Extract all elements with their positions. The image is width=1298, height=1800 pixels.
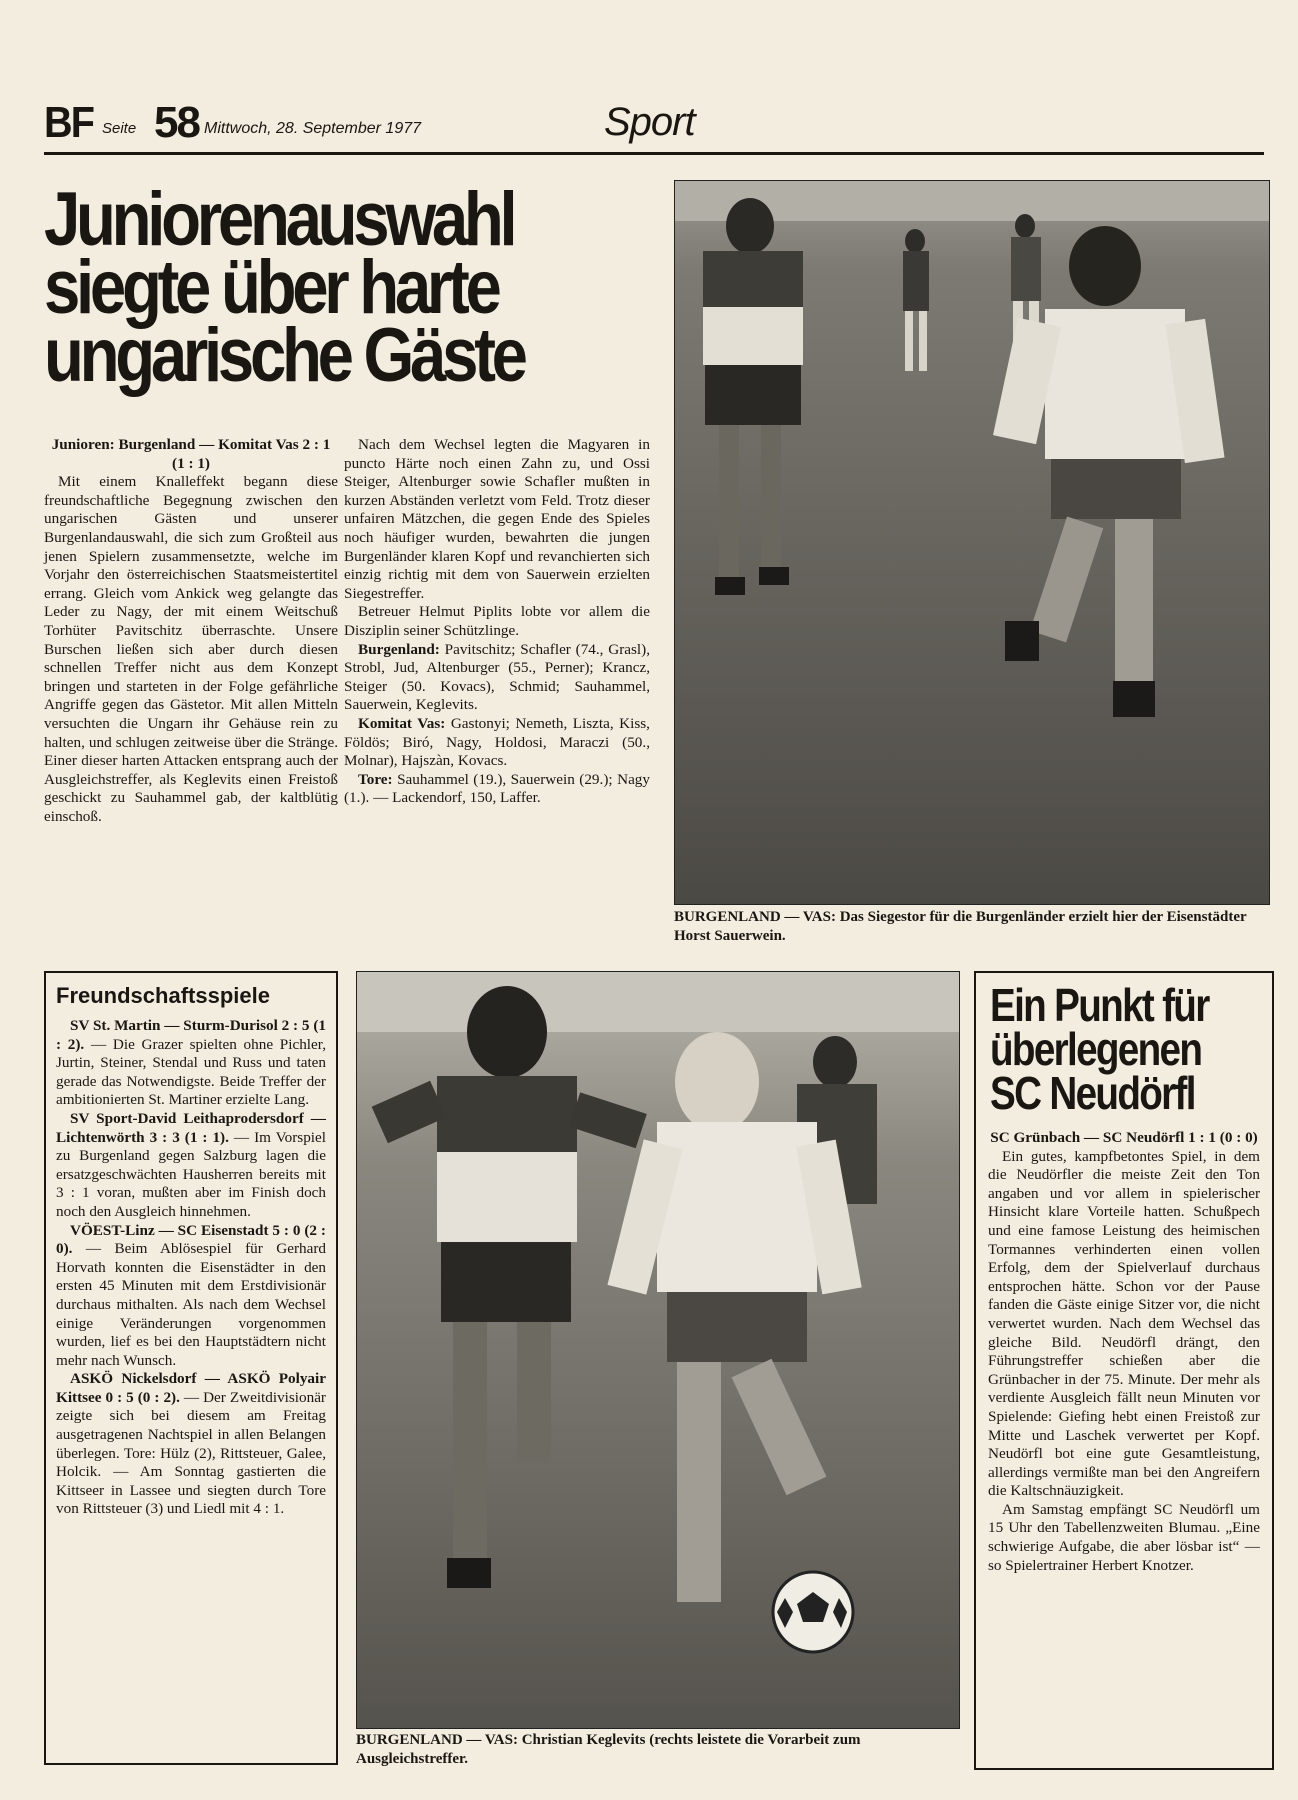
main-headline bbox=[44, 177, 547, 398]
lineup-label: Burgenland: bbox=[358, 640, 440, 658]
headline-line: siegte über harte bbox=[44, 245, 498, 330]
lineup-burgenland: Burgenland: Pavitschitz; Schafler (74., Grasl), Strobl, Jud, Altenburger (55., Perner); Krancz, Steiger (50. Kovacs), Schmid; Sauhammel, Sauerwein, Keglevits. bbox=[344, 640, 650, 714]
article-paragraph: Am Samstag empfängt SC Neudörfl um 15 Uhr den Tabellenzweiten Blumau. „Eine schwierige Aufgabe, die aber lösbar ist“ — so Spielertrainer Herbert Knotzer. bbox=[988, 1500, 1260, 1574]
lineup-label: Komitat Vas: bbox=[358, 714, 446, 732]
photo-caption: BURGENLAND — VAS: Christian Keglevits (rechts leistete die Vorarbeit zum Ausgleichstreffer. bbox=[356, 1732, 861, 1767]
neudoerfl-report bbox=[988, 1129, 1260, 1575]
page-number: 58 bbox=[154, 98, 199, 147]
match-report: VÖEST-Linz — SC Eisenstadt 5 : 0 (2 : 0). — Beim Ablösespiel für Gerhard Horvath konnten die Eisenstädter in den ersten 45 Minuten mit dem Erstdivisionär durchaus mithalten. Als nach dem Wechsel einige Veränderungen vorgenommen wurden, lief es bei den Hauptstädtern nicht mehr nach Wunsch. bbox=[56, 1221, 326, 1369]
match-photo-sauerwein bbox=[674, 180, 1270, 905]
headline-line: ungarische Gäste bbox=[44, 313, 524, 398]
paper-logo: BF bbox=[44, 98, 94, 147]
match-report: ASKÖ Nickelsdorf — ASKÖ Polyair Kittsee 0 : 5 (0 : 2). — Der Zweitdivisionär zeigte sich bei diesem am Freitag ausgetragenen Nachtspiel in allen Belangen überlegen. Tore: Hülz (2), Rittsteuer, Galee, Holcik. — Am Sonntag gastierten die Kittseer in Lassee und siegten durch Tore von Rittsteuer (3) und Liedl mit 4 : 1. bbox=[56, 1370, 326, 1518]
section-title: Sport bbox=[604, 100, 695, 144]
headline-line: Juniorenauswahl bbox=[44, 177, 514, 262]
article-column-1 bbox=[44, 436, 338, 826]
page-label: Seite bbox=[102, 120, 137, 137]
issue-date: Mittwoch, 28. September 1977 bbox=[204, 120, 422, 137]
photo-caption: BURGENLAND — VAS: Das Siegestor für die Burgenländer erzielt hier der Eisenstädter Horst Sauerwein. bbox=[674, 909, 1247, 944]
headline-line: überlegenen bbox=[990, 1023, 1202, 1075]
headline-line: Ein Punkt für bbox=[990, 979, 1209, 1031]
neudoerfl-box bbox=[974, 971, 1274, 1770]
box-headline bbox=[990, 979, 1242, 1119]
masthead bbox=[44, 96, 1264, 156]
article-paragraph: Mit einem Knalleffekt begann diese freundschaftliche Begegnung zwischen den ungarischen Gästen und unserer Burgenlandauswahl, die sich zum Großteil aus jenen Spielern zusammensetzte, welche im Vorjahr den österreichischen Staatsmeistertitel errang. Gleich vom Ankick weg gelangte das Leder zu Nagy, der mit einem Weitschuß Torhüter Pavitschitz überraschte. Unsere Burschen ließen sich aber durch diesen schnellen Treffer nicht aus dem Konzept bringen und starteten in der Folge gefährliche Angriffe gegen das Gästetor. Mit allen Mitteln versuchten die Ungarn ihr Gehäuse rein zu halten, und schlugen zeitweise über die Stränge. Einer dieser harten Attacken entsprang auch der Ausgleichstreffer, als Keglevits einen Freistoß geschickt zu Sauhammel gab, der kaltblütig einschoß. bbox=[44, 473, 338, 825]
article-paragraph: Nach dem Wechsel legten die Magyaren in puncto Härte noch einen Zahn zu, und Ossi Steiger, Altenburger sowie Schafler mußten in kurzen Abständen verletzt vom Feld. Trotz dieser unfairen Mätzchen, die gegen Ende des Spieles noch häufiger wurden, bewahrten die jungen Burgenländer klaren Kopf und revanchierten sich einzig richtig mit dem von Sauerwein erzielten Siegestreffer. bbox=[344, 436, 650, 602]
match-photo-keglevits bbox=[356, 971, 960, 1729]
article-paragraph: Ein gutes, kampfbetontes Spiel, in dem die Neudörfler die meiste Zeit den Ton angaben und vor allem in spielerischer Hinsicht klare Vorteile hatten. Schußpech und eine famose Leistung des heimischen Tormannes verhinderten einen vollen Erfolg, dem der Spielverlauf durchaus entsprochen hätte. Schon vor der Pause fanden die Gäste einige Sitzer vor, die nicht verwertet wurden. Nach dem Wechsel das gleiche Bild. Neudörfl drängt, den Führungstreffer schießen aber die Grünbacher in der 75. Minute. Der mehr als verdiente Ausgleich fällt neun Minuten vor Spielende: Giefing hebt einen Freistoß zur Mitte und Laschek verwertet per Kopf. Neudörfl bot eine gute Gesamtleistung, allerdings vermißte man bei den Angreifern die Kaltschnäuzigkeit. bbox=[988, 1147, 1260, 1500]
friendly-matches-box bbox=[44, 971, 338, 1765]
article-paragraph: Betreuer Helmut Piplits lobte vor allem die Disziplin seiner Schützlinge. bbox=[344, 603, 650, 639]
masthead-rule bbox=[44, 152, 1264, 155]
headline-line: SC Neudörfl bbox=[990, 1067, 1195, 1119]
article-column-2 bbox=[344, 436, 650, 808]
match-report: SV St. Martin — Sturm-Durisol 2 : 5 (1 : 2). — Die Grazer spielten ohne Pichler, Jurtin, Steiner, Stendal und Russ und taten gerade das Notwendigste. Beide Treffer der ambitionierten St. Martiner erzielte Lang. bbox=[56, 1017, 326, 1109]
goals-line: Tore: Sauhammel (19.), Sauerwein (29.); Nagy (1.). — Lackendorf, 150, Laffer. bbox=[344, 770, 650, 807]
match-line: SC Grünbach — SC Neudörfl 1 : 1 (0 : 0) bbox=[990, 1129, 1258, 1146]
match-line: Junioren: Burgenland — Komitat Vas 2 : 1 (1 : 1) bbox=[51, 436, 331, 472]
match-report: SV Sport-David Leithaprodersdorf — Lichtenwörth 3 : 3 (1 : 1). — Im Vorspiel zu Burgenland gegen Salzburg lagen die ersatzgeschwächten Hausherren bereits mit 3 : 1 voran, mußten aber im Finish doch noch den Ausgleich hinnehmen. bbox=[56, 1109, 326, 1220]
box-title: Freundschaftsspiele bbox=[56, 983, 270, 1008]
goals-label: Tore: bbox=[358, 770, 393, 788]
friendly-matches-list bbox=[56, 1017, 326, 1519]
lineup-vas: Komitat Vas: Gastonyi; Nemeth, Liszta, Kiss, Földös; Biró, Nagy, Holdosi, Maraczi (50., Molnar), Hajszàn, Kovacs. bbox=[344, 714, 650, 770]
